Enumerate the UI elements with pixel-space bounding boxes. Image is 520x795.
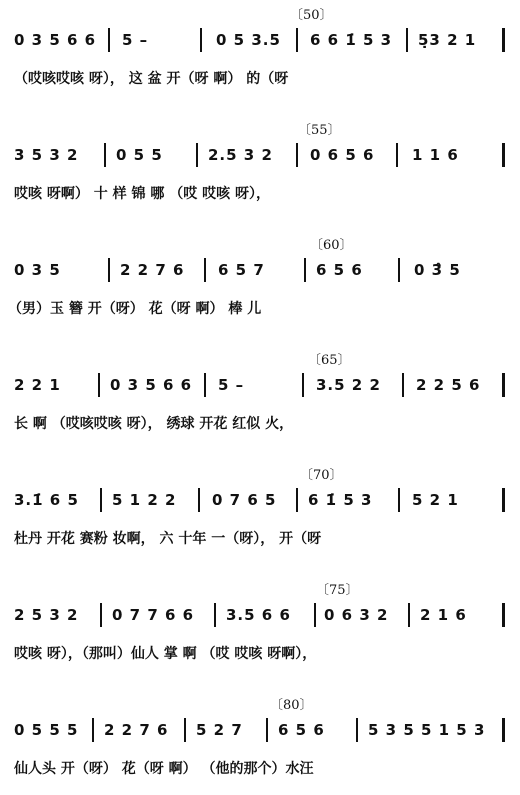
note-segment: 3.5 6 6 — [226, 606, 291, 624]
measure-number: 〔55〕 — [298, 123, 341, 138]
barline — [100, 488, 102, 512]
barline — [396, 143, 398, 167]
note-segment: 5 2 1 — [412, 491, 459, 509]
barline — [398, 488, 400, 512]
measure-number: 〔80〕 — [270, 698, 313, 713]
note-segment: 0 5 3.5 — [216, 31, 281, 49]
note-segment: 2 2 5 6 — [416, 376, 481, 394]
barline — [402, 373, 404, 397]
note-segment: 0 5 5 5 — [14, 721, 79, 739]
note-segment: 0 5 5 — [116, 146, 163, 164]
barline — [302, 373, 304, 397]
barline — [296, 143, 298, 167]
lyric-line: 哎咳 呀啊） 十 样 锦 哪 （哎 哎咳 呀）， — [14, 186, 270, 202]
note-segment: 2.5 3 2 — [208, 146, 273, 164]
barline — [98, 373, 100, 397]
barline — [100, 603, 102, 627]
measure-number: 〔70〕 — [300, 468, 343, 483]
barline — [502, 488, 505, 512]
barline — [356, 718, 358, 742]
note-segment: 0 6 3 2 — [324, 606, 389, 624]
barline — [406, 28, 408, 52]
note-segment: 2 2 1 — [14, 376, 61, 394]
lyric-line: 仙人头 开（呀） 花（呀 啊） （他的那个）水汪 — [14, 761, 314, 777]
note-segment: 0 3 5 — [14, 261, 61, 279]
note-segment: 5 3 5 5 1 5 3 — [368, 721, 486, 739]
barline — [314, 603, 316, 627]
note-segment: 6 6 1̇ 5 3 — [310, 31, 393, 49]
note-segment: 2 5 3 2 — [14, 606, 79, 624]
lyric-line: （男）玉 簪 开（呀） 花（呀 啊） 棒 儿 — [8, 301, 262, 317]
barline — [92, 718, 94, 742]
lyric-line: 杜丹 开花 赛粉 妆啊， 六 十年 一（呀）， 开（呀 — [14, 531, 322, 547]
barline — [266, 718, 268, 742]
note-segment: 2 2 7 6 — [120, 261, 185, 279]
barline — [296, 28, 298, 52]
barline — [196, 143, 198, 167]
note-segment: 1 1 6 — [412, 146, 459, 164]
note-segment: 6 1̇ 5 3 — [308, 491, 373, 509]
barline — [408, 603, 410, 627]
note-segment: 6 5 6 — [278, 721, 325, 739]
measure-number: 〔65〕 — [308, 353, 351, 368]
note-segment: 3 5 3 2 — [14, 146, 79, 164]
note-segment: 2 1 6 — [420, 606, 467, 624]
note-segment: 0 7 7 6 6 — [112, 606, 195, 624]
barline — [200, 28, 202, 52]
measure-number: 〔50〕 — [290, 8, 333, 23]
barline — [296, 488, 298, 512]
barline — [104, 143, 106, 167]
note-segment: 0 6 5 6 — [310, 146, 375, 164]
barline — [502, 373, 505, 397]
note-segment: 3.1̇ 6 5 — [14, 491, 79, 509]
note-segment: 2 2 7 6 — [104, 721, 169, 739]
note-segment: 6 5 6 — [316, 261, 363, 279]
barline — [398, 258, 400, 282]
barline — [108, 258, 110, 282]
barline — [204, 373, 206, 397]
barline — [184, 718, 186, 742]
barline — [108, 28, 110, 52]
lyric-line: （哎咳哎咳 呀）， 这 盆 开（呀 啊） 的（呀 — [14, 71, 289, 87]
barline — [198, 488, 200, 512]
barline — [214, 603, 216, 627]
measure-number: 〔60〕 — [310, 238, 353, 253]
note-segment: 5 – — [122, 31, 149, 49]
note-segment: 0 3 5 6 6 — [110, 376, 193, 394]
note-segment: 5 2 7 — [196, 721, 243, 739]
barline — [502, 603, 505, 627]
note-segment: 5̣3 2 1 — [418, 31, 477, 49]
note-segment: 0 3 5 6 6 — [14, 31, 97, 49]
note-segment: 0 3̂ 5 — [414, 261, 461, 279]
barline — [204, 258, 206, 282]
lyric-line: 长 啊 （哎咳哎咳 呀）， 绣球 开花 红似 火， — [14, 416, 294, 432]
note-segment: 0 7 6 5 — [212, 491, 277, 509]
measure-number: 〔75〕 — [316, 583, 359, 598]
barline — [304, 258, 306, 282]
barline — [502, 143, 505, 167]
barline — [502, 718, 505, 742]
barline — [502, 28, 505, 52]
note-segment: 6 5 7 — [218, 261, 265, 279]
note-segment: 3.5 2 2 — [316, 376, 381, 394]
lyric-line: 哎咳 呀），（那叫）仙人 掌 啊 （哎 哎咳 呀啊）， — [14, 646, 317, 662]
note-segment: 5 1 2 2 — [112, 491, 177, 509]
note-segment: 5 – — [218, 376, 245, 394]
